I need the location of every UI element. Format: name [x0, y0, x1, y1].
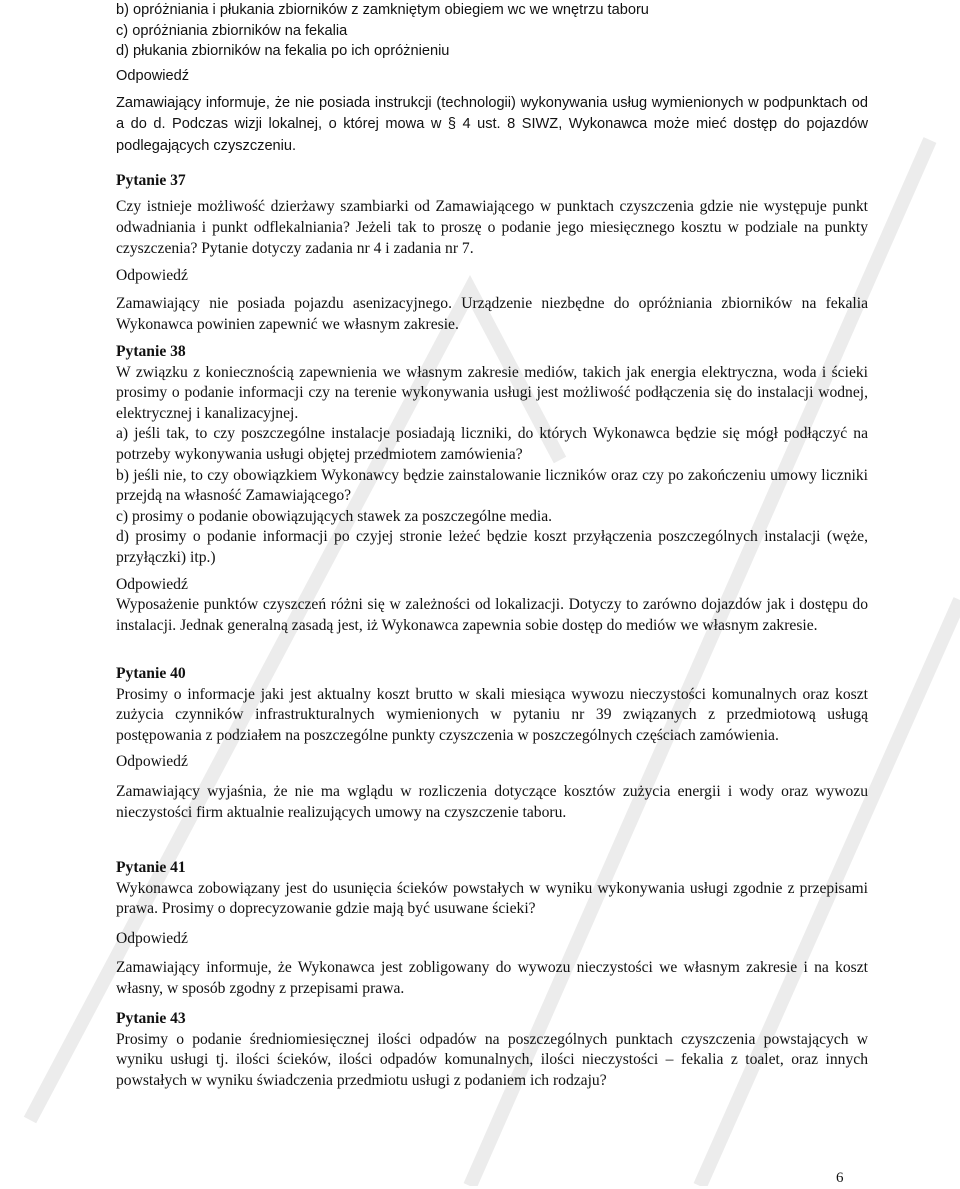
answer-text: Zamawiający wyjaśnia, że nie ma wglądu w rozliczenia dotyczące kosztów zużycia energii i wody oraz wywozu nieczystości firm aktualnie realizujących umowy na czyszczenie taboru. [116, 782, 868, 821]
answer-text: Zamawiający informuje, że Wykonawca jest zobligowany do wywozu nieczystości we własnym zakresie i na koszt własny, w sposób zgodny z przepisami prawa. [116, 959, 868, 997]
question-43 [116, 1009, 868, 1091]
question-text: Czy istnieje możliwość dzierżawy szambiarki od Zamawiającego w punktach czyszczenia gdzie nie występuje punkt odwadniania i punkt odflekalniania? Jeżeli tak to proszę o podanie jego miesięcznego kosztu w podziale na punkty czyszczenia? Pytanie dotyczy zadania nr 4 i zadania nr 7. [116, 197, 868, 258]
answer-text: Zamawiający informuje, że nie posiada instrukcji (technologii) wykonywania usług wymienionych w podpunktach od a do d. Podczas wizji lokalnej, o której mowa w § 4 ust. 8 SIWZ, Wykonawca może mieć dostęp do pojazdów podlegających czyszczeniu. [116, 94, 868, 154]
question-subpoint-b: b) jeśli nie, to czy obowiązkiem Wykonawcy będzie zainstalowanie liczników oraz czy po zakończeniu umowy liczniki przejdą na własność Zamawiającego? [116, 466, 868, 505]
question-heading: Pytanie 37 [116, 172, 186, 189]
list-item: c) opróżniania zbiorników na fekalia [116, 22, 348, 39]
question-text: Prosimy o informacje jaki jest aktualny koszt brutto w skali miesiąca wywozu nieczystości komunalnych oraz koszt zużycia czynników infrastrukturalnych wymienionych w pytaniu nr 39 związanych z przedmiotową usługą postępowania z podziałem na poszczególne punkty czyszczenia w poszczególnych częściach zamówienia. [116, 685, 868, 744]
question-subpoint-a: a) jeśli tak, to czy poszczególne instalacje posiadają liczniki, do których Wykonawca będzie się mógł podłączyć na potrzeby wykonywania usługi objętej przedmiotem zamówienia? [116, 425, 868, 463]
list-item: b) opróżniania i płukania zbiorników z zamkniętym obiegiem wc we wnętrzu taboru [116, 2, 649, 18]
question-heading: Pytanie 41 [116, 859, 186, 876]
list-item: d) płukania zbiorników na fekalia po ich opróżnieniu [116, 43, 450, 60]
page-number: 6 [836, 1170, 844, 1186]
question-text: Wykonawca zobowiązany jest do usunięcia ścieków powstałych w wyniku wykonywania usługi zgodnie z przepisami prawa. Prosimy o doprecyzowanie gdzie mają być usuwane ścieki? [116, 879, 868, 918]
question-37 [116, 171, 868, 336]
question-text: Prosimy o podanie średniomiesięcznej ilości odpadów na poszczególnych punktach czyszczenia powstających w wyniku usługi tj. ilości ścieków, ilości odpadów komunalnych, ilości nieczystości – fekalia z toalet, oraz innych powstałych w wyniku świadczenia przedmiotu usługi z podaniem ich rodzaju? [116, 1030, 868, 1089]
question-heading: Pytanie 38 [116, 343, 186, 360]
question-41 [116, 858, 868, 1000]
answer-heading: Odpowiedź [116, 68, 190, 84]
question-heading: Pytanie 40 [116, 665, 186, 682]
question-text: W związku z koniecznością zapewnienia we własnym zakresie mediów, takich jak energia elektryczna, woda i ścieki prosimy o podanie informacji czy na terenie wykonywania usługi jest możliwość podłączenia się do instalacji wodnej, elektrycznej i kanalizacyjnej. [116, 363, 868, 422]
answer-heading: Odpowiedź [116, 929, 188, 947]
question-subpoint-c: c) prosimy o podanie obowiązujących stawek za poszczególne media. [116, 507, 553, 525]
question-heading: Pytanie 43 [116, 1010, 186, 1027]
answer-heading: Odpowiedź [116, 753, 188, 771]
question-subpoint-d: d) prosimy o podanie informacji po czyjej stronie leżeć będzie koszt przyłączenia poszczególnych instalacji (węże, przyłączki) itp.) [116, 528, 868, 566]
answer-text: Zamawiający nie posiada pojazdu asenizacyjnego. Urządzenie niezbędne do opróżniania zbiorników na fekalia Wykonawca powinien zapewnić we własnym zakresie. [116, 295, 868, 333]
answer-text: Wyposażenie punktów czyszczeń różni się w zależności od lokalizacji. Dotyczy to zarówno dojazdów jak i dostępu do instalacji. Jednak generalną zasadą jest, iż Wykonawca zapewnia sobie dostęp do mediów we własnym zakresie. [116, 596, 868, 634]
question-38 [116, 342, 868, 636]
answer-heading: Odpowiedź [116, 575, 188, 593]
answer-section [116, 66, 868, 157]
intro-list [116, 0, 868, 62]
answer-heading: Odpowiedź [116, 266, 188, 284]
question-40 [116, 664, 868, 823]
